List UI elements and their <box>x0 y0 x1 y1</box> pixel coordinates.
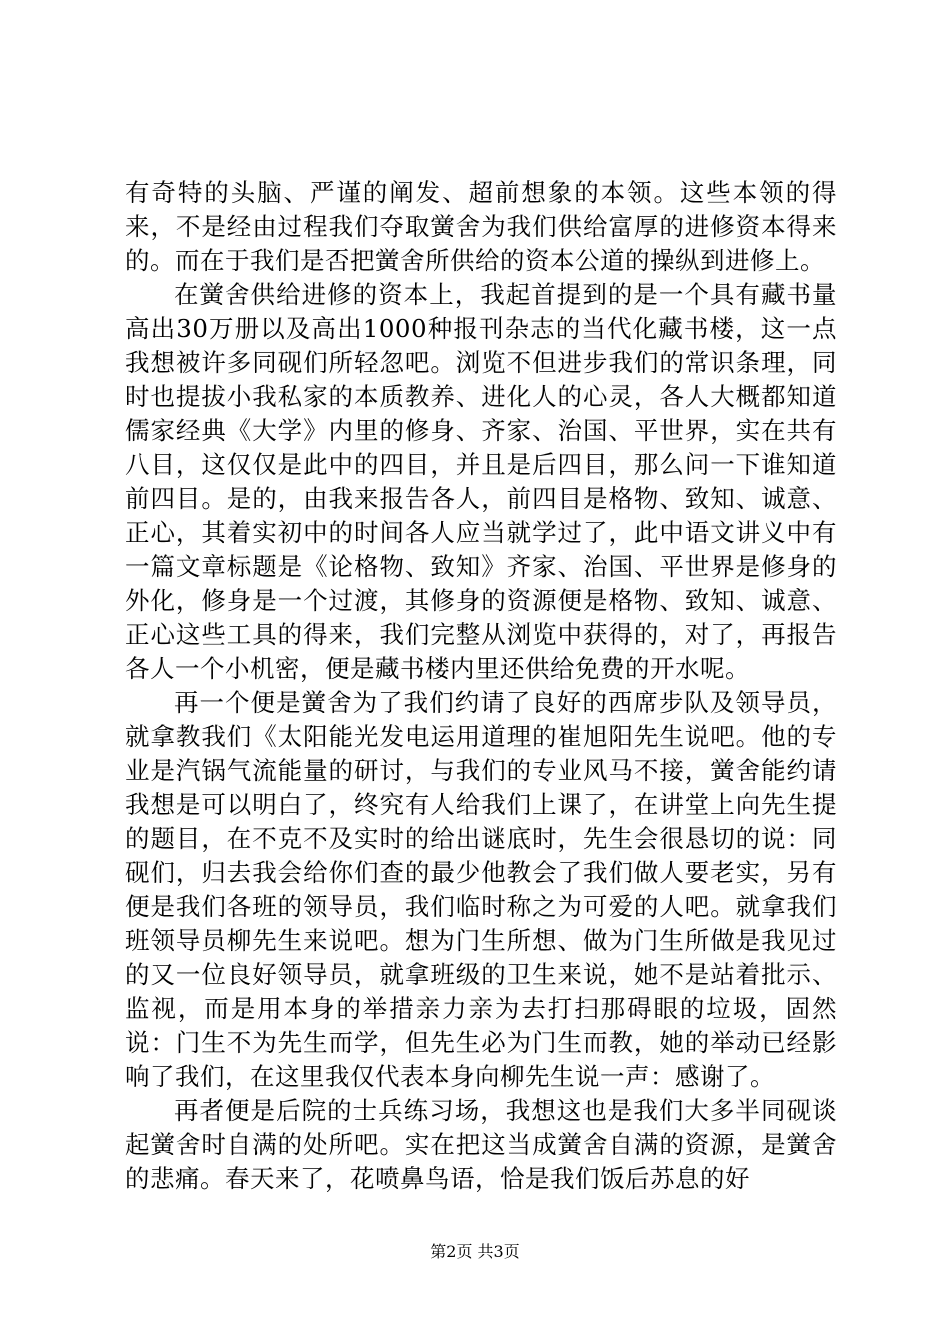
paragraph-library: 在黉舍供给进修的资本上，我起首提到的是一个具有藏书量高出30万册以及高出1000种报刊杂志的当代化藏书楼，这一点我想被许多同砚们所轻忽吧。浏览不但进步我们的常识条理，同时也提拔小我私家的本质教养、进化人的心灵，各人大概都知道儒家经典《大学》内里的修身、齐家、治国、平世界，实在共有八目，这仅仅是此中的四目，并且是后四目，那么问一下谁知道前四目。是的，由我来报告各人，前四目是格物、致知、诚意、正心，其着实初中的时间各人应当就学过了，此中语文讲义中有一篇文章标题是《论格物、致知》齐家、治国、平世界是修身的外化，修身是一个过渡，其修身的资源便是格物、致知、诚意、正心这些工具的得来，我们完整从浏览中获得的，对了，再报告各人一个小机密，便是藏书楼内里还供给免费的开水呢。 <box>125 280 837 683</box>
paragraph-teachers: 再一个便是黉舍为了我们约请了良好的西席步队及领导员，就拿教我们《太阳能光发电运用道理的崔旭阳先生说吧。他的专业是汽锅气流能量的研讨，与我们的专业风马不接，黉舍能约请我想是可以明白了，终究有人给我们上课了，在讲堂上向先生提的题目，在不克不及实时的给出谜底时，先生会很恳切的说：同砚们，归去我会给你们查的最少他教会了我们做人要老实，另有便是我们各班的领导员，我们临时称之为可爱的人吧。就拿我们班领导员柳先生来说吧。想为门生所想、做为门生所做是我见过的又一位良好领导员，就拿班级的卫生来说，她不是站着批示、监视，而是用本身的举措亲力亲为去打扫那碍眼的垃圾，固然说：门生不为先生而学，但先生必为门生而教，她的举动已经影响了我们，在这里我仅代表本身向柳先生说一声：感谢了。 <box>125 688 837 1091</box>
document-body <box>125 176 837 1196</box>
page-number-footer: 第2页 共3页 <box>430 1242 520 1261</box>
paragraph-continuation: 有奇特的头脑、严谨的阐发、超前想象的本领。这些本领的得来，不是经由过程我们夺取黉舍为我们供给富厚的进修资本得来的。而在于我们是否把黉舍所供给的资本公道的操纵到进修上。 <box>125 178 837 275</box>
paragraph-training-ground: 再者便是后院的士兵练习场，我想这也是我们大多半同砚谈起黉舍时自满的处所吧。实在把这当成黉舍自满的资源，是黉舍的悲痛。春天来了，花喷鼻鸟语，恰是我们饭后苏息的好 <box>125 1096 837 1193</box>
